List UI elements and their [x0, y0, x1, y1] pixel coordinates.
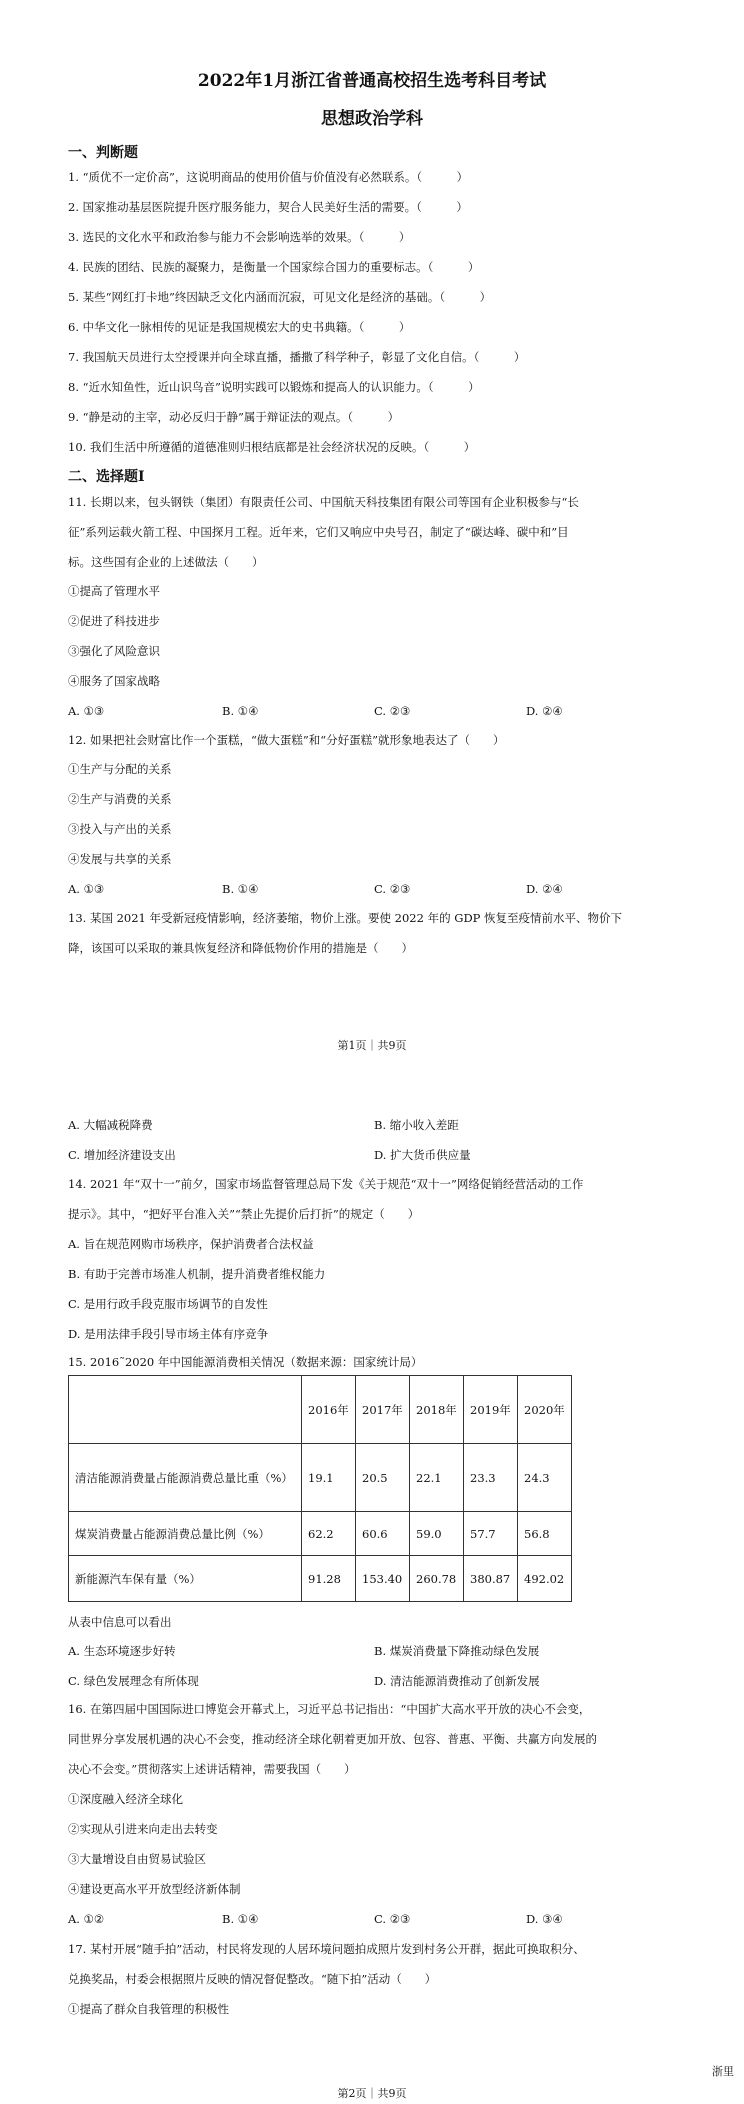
table-corner-cell [69, 1376, 302, 1444]
q11-option-c[interactable]: C. ②③ [374, 704, 411, 718]
table-cell: 492.02 [518, 1556, 572, 1602]
table-year-header: 2019年 [464, 1376, 518, 1444]
judgment-item: 5. 某些“网红打卡地”终因缺乏文化内涵而沉寂，可见文化是经济的基础。（ ） [68, 290, 492, 304]
table-cell: 59.0 [410, 1512, 464, 1556]
q11-option-d[interactable]: D. ②④ [526, 704, 563, 718]
q16-stem-line: 16. 在第四届中国国际进口博览会开幕式上，习近平总书记指出：“中国扩大高水平开放的决心不会变， [68, 1702, 591, 1716]
table-row-label: 煤炭消费量占能源消费总量比例（%） [69, 1512, 302, 1556]
exam-title: 2022年1月浙江省普通高校招生选考科目考试 [197, 71, 547, 91]
q12-option-d[interactable]: D. ②④ [526, 882, 563, 896]
table-cell: 62.2 [302, 1512, 356, 1556]
q16-option-d[interactable]: D. ③④ [526, 1912, 563, 1926]
judgment-item: 1. “质优不一定价高”，这说明商品的使用价值与价值没有必然联系。（ ） [68, 170, 469, 184]
q14-option-c[interactable]: C. 是用行政手段克服市场调节的自发性 [68, 1297, 268, 1311]
q16-option-b[interactable]: B. ①④ [222, 1912, 259, 1926]
q12-option-b[interactable]: B. ①④ [222, 882, 259, 896]
q12-stem: 12. 如果把社会财富比作一个蛋糕，“做大蛋糕”和“分好蛋糕”就形象地表达了（ ） [68, 733, 505, 747]
q15-caption: 15. 2016˜2020 年中国能源消费相关情况（数据来源：国家统计局） [68, 1355, 423, 1369]
q12-statement: ②生产与消费的关系 [68, 792, 172, 806]
page-footer: 第2页｜共9页 [337, 2087, 407, 2100]
q12-statement: ③投入与产出的关系 [68, 822, 172, 836]
q14-stem-line: 提示》。其中，“把好平台准入关”“禁止先提价后打折”的规定（ ） [68, 1207, 420, 1221]
q16-option-c[interactable]: C. ②③ [374, 1912, 411, 1926]
q14-option-a[interactable]: A. 旨在规范网购市场秩序，保护消费者合法权益 [68, 1237, 314, 1251]
table-cell: 91.28 [302, 1556, 356, 1602]
judgment-item: 10. 我们生活中所遵循的道德准则归根结底都是社会经济状况的反映。（ ） [68, 440, 476, 454]
q11-statement: ③强化了风险意识 [68, 644, 160, 658]
judgment-item: 6. 中华文化一脉相传的见证是我国规模宏大的史书典籍。（ ） [68, 320, 411, 334]
q16-stem-line: 决心不会变。”贯彻落实上述讲话精神，需要我国（ ） [68, 1762, 356, 1776]
q13-option-d[interactable]: D. 扩大货币供应量 [374, 1148, 471, 1162]
q13-stem-line: 13. 某国 2021 年受新冠疫情影响，经济萎缩，物价上涨。要使 2022 年的 GDP 恢复至疫情前水平、物价下 [68, 911, 623, 925]
table-row [69, 1512, 572, 1556]
q14-option-b[interactable]: B. 有助于完善市场准人机制，提升消费者维权能力 [68, 1267, 326, 1281]
q16-statement: ②实现从引进来向走出去转变 [68, 1822, 218, 1836]
q15-option-c[interactable]: C. 绿色发展理念有所体现 [68, 1674, 199, 1688]
table-cell: 60.6 [356, 1512, 410, 1556]
table-cell: 153.40 [356, 1556, 410, 1602]
q16-statement: ①深度融入经济全球化 [68, 1792, 183, 1806]
table-cell: 24.3 [518, 1444, 572, 1512]
table-row-label: 新能源汽车保有量（%） [69, 1556, 302, 1602]
q13-stem-line: 降，该国可以采取的兼具恢复经济和降低物价作用的措施是（ ） [68, 941, 413, 955]
q17-statement: ①提高了群众自我管理的积极性 [68, 2002, 229, 2016]
table-row-label: 清洁能源消费量占能源消费总量比重（%） [69, 1444, 302, 1512]
q11-stem-line: 标。这些国有企业的上述做法（ ） [68, 555, 264, 569]
q15-option-b[interactable]: B. 煤炭消费量下降推动绿色发展 [374, 1644, 540, 1658]
q13-option-b[interactable]: B. 缩小收入差距 [374, 1118, 459, 1132]
energy-table [68, 1375, 572, 1602]
q11-option-a[interactable]: A. ①③ [68, 704, 105, 718]
q11-statement: ④服务了国家战略 [68, 674, 160, 688]
q15-option-a[interactable]: A. 生态环境逐步好转 [68, 1644, 176, 1658]
judgment-item: 4. 民族的团结、民族的凝聚力，是衡量一个国家综合国力的重要标志。（ ） [68, 260, 480, 274]
q17-stem-line: 兑换奖品，村委会根据照片反映的情况督促整改。“随下拍”活动（ ） [68, 1972, 437, 1986]
section-choice-heading: 二、选择题Ⅰ [68, 469, 145, 485]
judgment-item: 3. 选民的文化水平和政治参与能力不会影响选举的效果。（ ） [68, 230, 411, 244]
q11-statement: ①提高了管理水平 [68, 584, 160, 598]
q11-statement: ②促进了科技进步 [68, 614, 160, 628]
table-cell: 56.8 [518, 1512, 572, 1556]
q12-option-a[interactable]: A. ①③ [68, 882, 105, 896]
table-cell: 19.1 [302, 1444, 356, 1512]
q12-statement: ④发展与共享的关系 [68, 852, 172, 866]
q13-option-a[interactable]: A. 大幅减税降费 [68, 1118, 153, 1132]
q11-option-b[interactable]: B. ①④ [222, 704, 259, 718]
table-row [69, 1444, 572, 1512]
q14-option-d[interactable]: D. 是用法律手段引导市场主体有序竞争 [68, 1327, 269, 1341]
judgment-item: 9. “静是动的主宰，动必反归于静”属于辩证法的观点。（ ） [68, 410, 400, 424]
table-header-row [69, 1376, 572, 1444]
q11-stem-line: 11. 长期以来，包头钢铁（集团）有限责任公司、中国航天科技集团有限公司等国有企业积极参与“长 [68, 495, 579, 509]
table-row [69, 1556, 572, 1602]
q12-statement: ①生产与分配的关系 [68, 762, 172, 776]
q15-option-d[interactable]: D. 清洁能源消费推动了创新发展 [374, 1674, 540, 1688]
judgment-item: 8. “近水知鱼性，近山识鸟音”说明实践可以锻炼和提高人的认识能力。（ ） [68, 380, 480, 394]
table-cell: 20.5 [356, 1444, 410, 1512]
q16-stem-line: 同世界分享发展机遇的决心不会变，推动经济全球化朝着更加开放、包容、普惠、平衡、共赢方向发展的 [68, 1732, 597, 1746]
q15-after-text: 从表中信息可以看出 [68, 1615, 172, 1629]
q16-statement: ③大量增设自由贸易试验区 [68, 1852, 206, 1866]
q17-stem-line: 17. 某村开展“随手拍”活动，村民将发现的人居环境问题拍成照片发到村务公开群，据此可换取积分、 [68, 1942, 585, 1956]
table-cell: 22.1 [410, 1444, 464, 1512]
judgment-item: 7. 我国航天员进行太空授课并向全球直播，播撒了科学种子，彰显了文化自信。（ ） [68, 350, 526, 364]
q11-stem-line: 征”系列运载火箭工程、中国探月工程。近年来，它们又响应中央号召，制定了“碳达峰、碳中和”目 [68, 525, 569, 539]
corner-text: 浙里 [712, 2065, 734, 2078]
q12-option-c[interactable]: C. ②③ [374, 882, 411, 896]
table-year-header: 2017年 [356, 1376, 410, 1444]
judgment-item: 2. 国家推动基层医院提升医疗服务能力，契合人民美好生活的需要。（ ） [68, 200, 468, 214]
exam-subtitle: 思想政治学科 [321, 109, 423, 129]
table-cell: 260.78 [410, 1556, 464, 1602]
section-judgment-heading: 一、判断题 [68, 145, 138, 161]
q16-option-a[interactable]: A. ①② [68, 1912, 105, 1926]
table-cell: 380.87 [464, 1556, 518, 1602]
table-year-header: 2018年 [410, 1376, 464, 1444]
table-cell: 57.7 [464, 1512, 518, 1556]
table-year-header: 2016年 [302, 1376, 356, 1444]
page-2 [0, 1080, 744, 2104]
q16-statement: ④建设更高水平开放型经济新体制 [68, 1882, 241, 1896]
q14-stem-line: 14. 2021 年“双十一”前夕，国家市场监督管理总局下发《关于规范“双十一”网络促销经营活动的工作 [68, 1177, 584, 1191]
table-cell: 23.3 [464, 1444, 518, 1512]
page-footer: 第1页｜共9页 [337, 1039, 407, 1052]
table-year-header: 2020年 [518, 1376, 572, 1444]
q13-option-c[interactable]: C. 增加经济建设支出 [68, 1148, 176, 1162]
